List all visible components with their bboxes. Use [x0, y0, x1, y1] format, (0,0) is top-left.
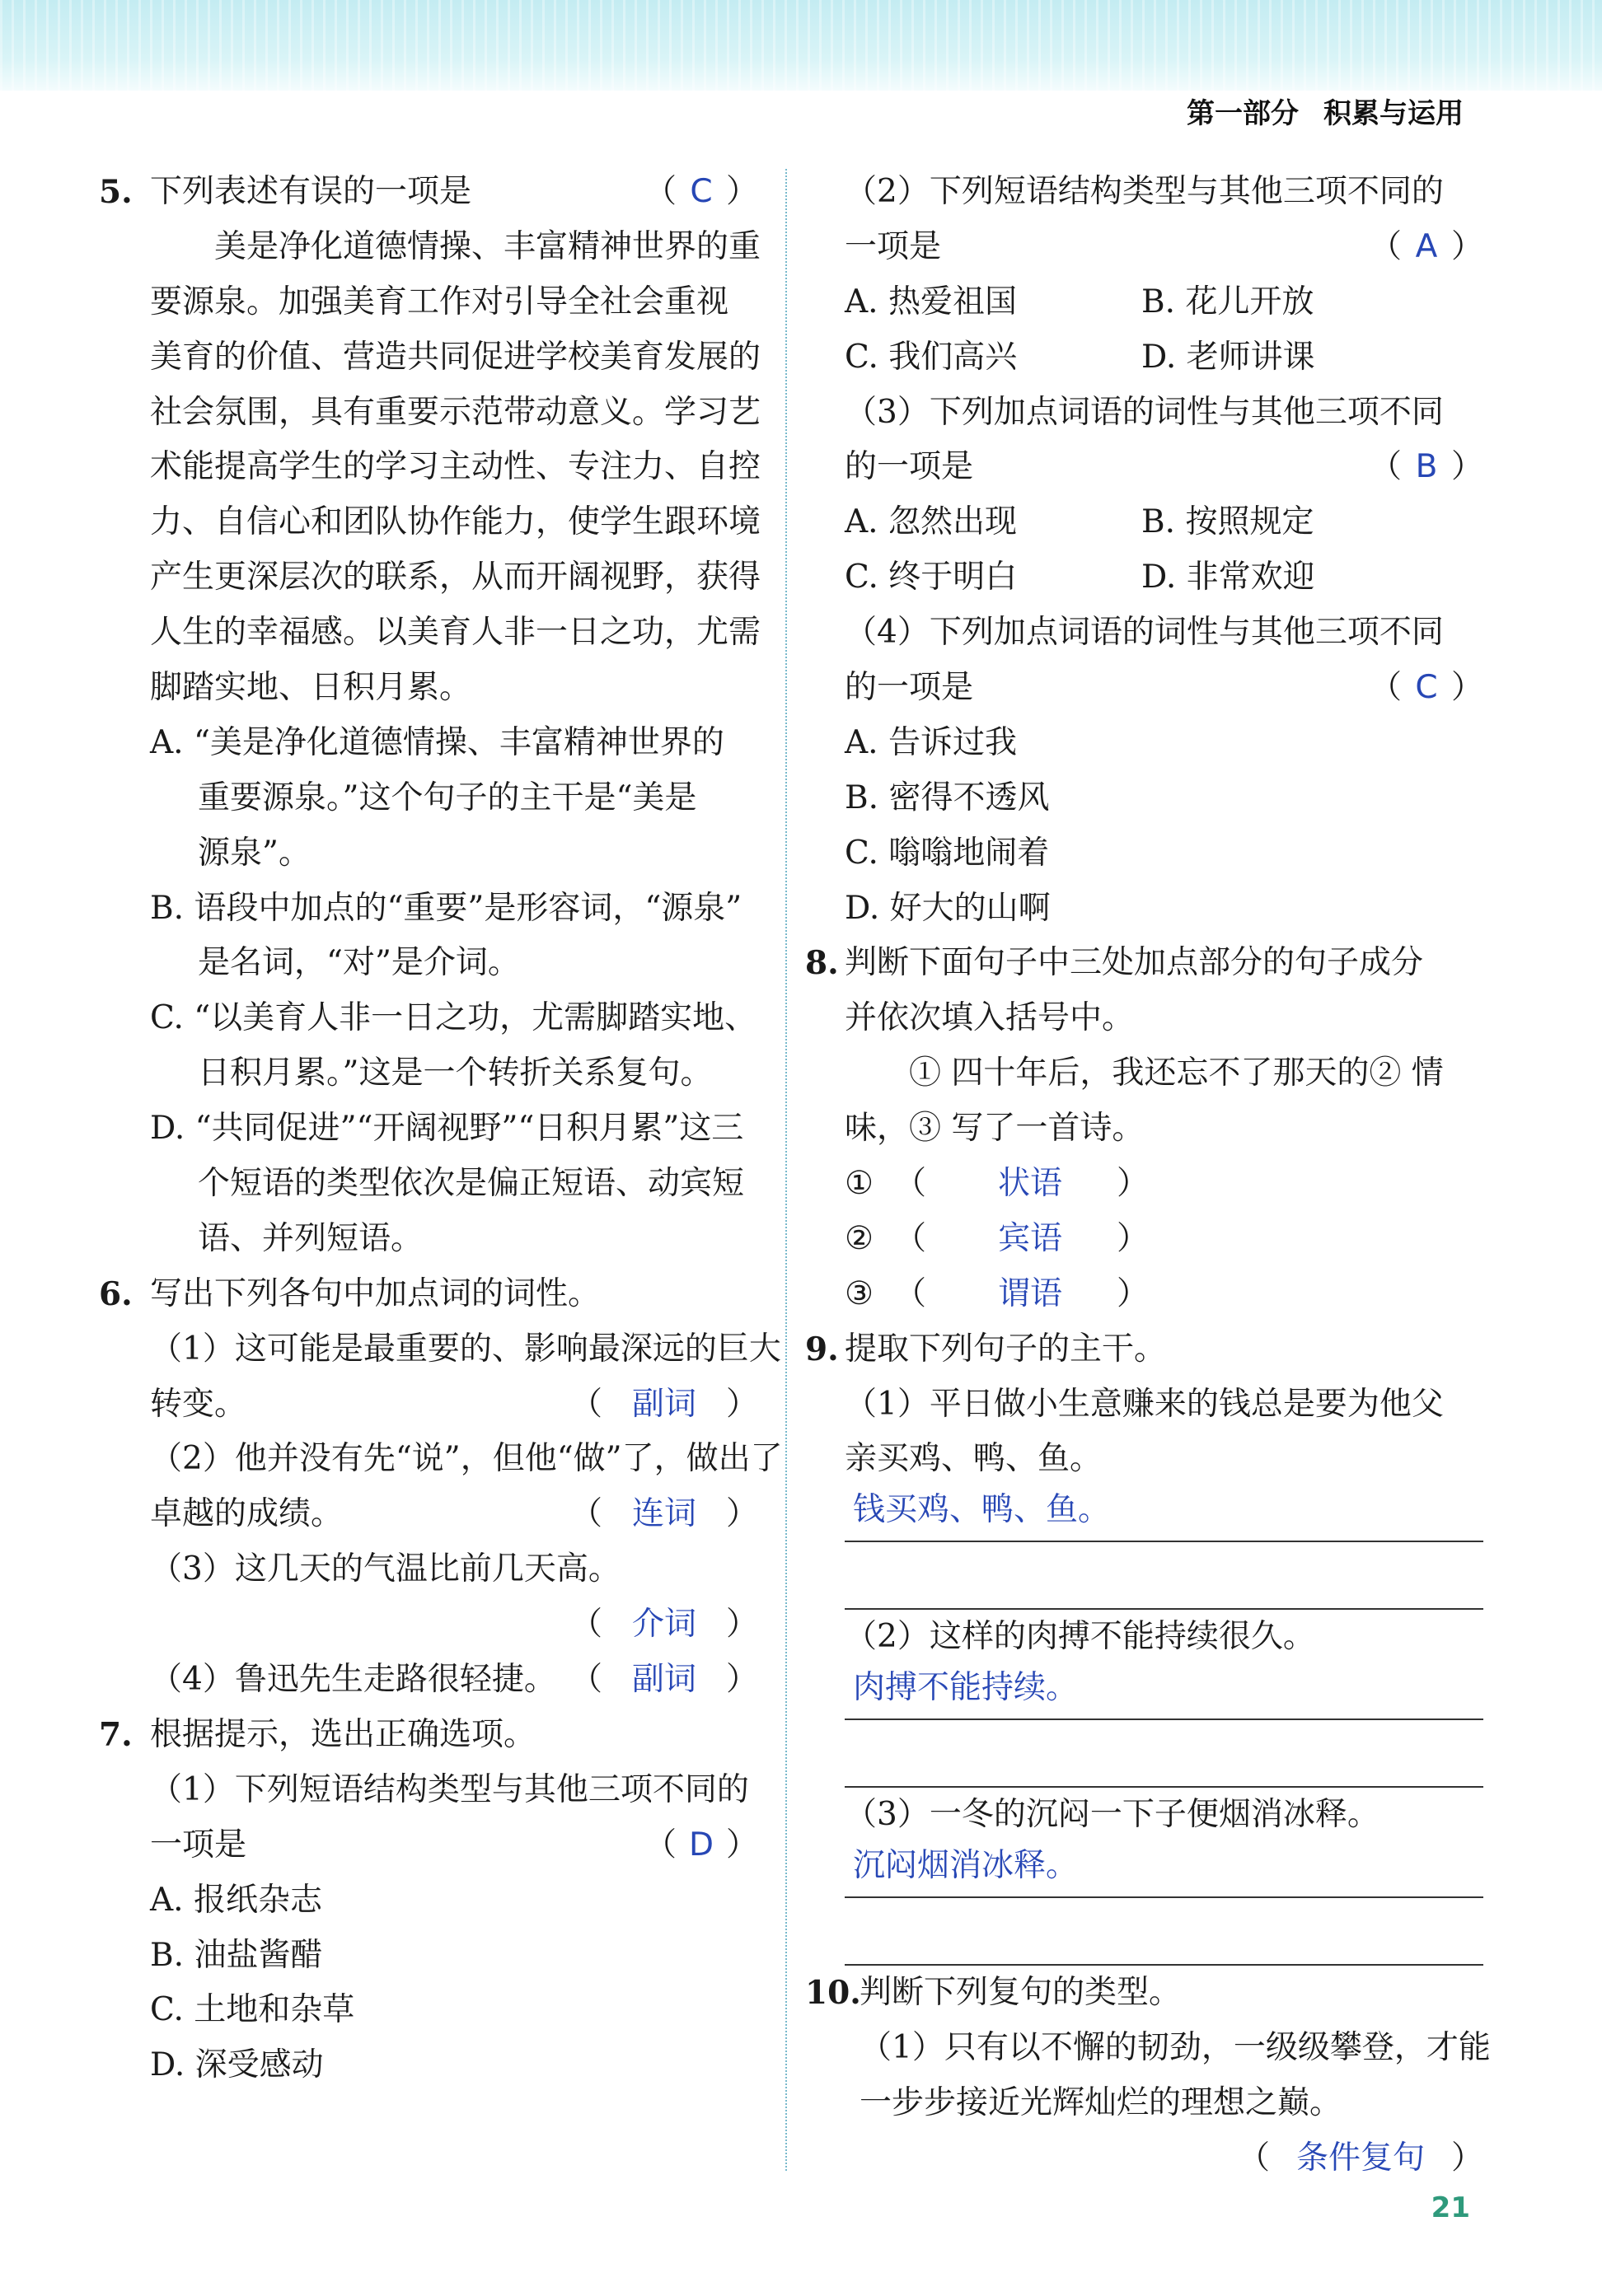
q5-passage-line: 力、自信心和团队协作能力，使学生跟环境: [150, 503, 761, 541]
q9-item-3: （3）一冬的沉闷一下子便烟消冰释。: [845, 1796, 1380, 1834]
q5-passage-line: 要源泉。加强美育工作对引导全社会重视: [150, 283, 729, 320]
q7-p3-option: C. 终于明白: [845, 559, 1018, 596]
q7-p3-options-row: [845, 495, 1483, 550]
q6-item-1: （1）这可能是最重要的、影响最深远的巨大: [150, 1330, 781, 1368]
q9-item-2: （2）这样的肉搏不能持续很久。: [845, 1618, 1315, 1656]
q8-answer-row: ③ （ 谓语 ）: [845, 1267, 1483, 1322]
q6-answer-2-slot: （ 连词 ）: [570, 1487, 758, 1542]
q7-part-2: （2）下列短语结构类型与其他三项不同的: [845, 173, 1444, 210]
q9-blank-line[interactable]: [845, 1720, 1483, 1788]
q5-stem-line: [99, 165, 758, 220]
q7-p2-option: D. 老师讲课: [1141, 338, 1315, 376]
right-column: [805, 165, 1491, 2186]
q7-number: 7.: [99, 1715, 133, 1754]
q5-option-d-cont: 个短语的类型依次是偏正短语、动宾短: [198, 1165, 745, 1203]
q7-p1-option: C. 土地和杂草: [150, 1991, 355, 2029]
q6-item-2: （2）他并没有先“说”，但他“做”了，做出了: [150, 1440, 783, 1478]
q7-p2-answer: A: [1415, 227, 1438, 265]
q7-p1-answer-slot: （ D ）: [644, 1818, 758, 1873]
q7-p3-option: D. 非常欢迎: [1141, 559, 1315, 596]
q10-number: 10.: [805, 1973, 861, 2012]
q6-answer-4-slot: （ 副词 ）: [570, 1653, 758, 1708]
q9-blank-line[interactable]: [845, 1542, 1483, 1610]
q10-answer-slot: （ 条件复句 ）: [1238, 2131, 1483, 2186]
q7-p4-option: B. 密得不透风: [845, 779, 1050, 816]
q7-p1-option: A. 报纸杂志: [150, 1881, 322, 1919]
q7-part-1-cont: 一项是 （ D ）: [99, 1818, 758, 1873]
q5-number: 5.: [99, 173, 133, 211]
q9-blank-line[interactable]: [845, 1898, 1483, 1966]
page-number: 21: [1431, 2191, 1470, 2224]
q7-p4-option: C. 嗡嗡地闹着: [845, 834, 1050, 872]
q8-stem-cont: 并依次填入括号中。: [845, 999, 1135, 1037]
q6-answer-3: 介词: [631, 1606, 696, 1644]
q7-p1-option: B. 油盐酱醋: [150, 1936, 323, 1974]
q8-answer-1: 状语: [997, 1165, 1062, 1203]
q8-answer-2: 宾语: [997, 1219, 1062, 1257]
q9-stem-line: [805, 1322, 1483, 1377]
q6-item-2-cont: 卓越的成绩。 （ 连词 ）: [99, 1487, 758, 1542]
q9-item-1: （1）平日做小生意赚来的钱总是要为他父: [845, 1385, 1444, 1423]
q7-p3-option: A. 忽然出现: [845, 503, 1017, 541]
q5-option-d-cont: 语、并列短语。: [198, 1219, 424, 1257]
q7-p2-option: B. 花儿开放: [1141, 283, 1314, 320]
q6-number: 6.: [99, 1274, 133, 1313]
q8-sentence-cont: 味，③ 写了一首诗。: [845, 1110, 1145, 1148]
q10-answer: 条件复句: [1295, 2139, 1425, 2177]
q7-p2-options-row: [845, 275, 1483, 330]
q9-answer-3[interactable]: 沉闷烟消冰释。: [845, 1843, 1483, 1898]
q7-part-2-cont: 一项是 （ A ）: [845, 220, 1483, 275]
q5-stem: 下列表述有误的一项是: [150, 173, 472, 210]
q6-answer-1: 副词: [631, 1385, 696, 1423]
q7-p2-answer-slot: （ A ）: [1370, 220, 1483, 275]
q9-number: 9.: [805, 1330, 839, 1368]
q5-passage-line: 美育的价值、营造共同促进学校美育发展的: [150, 338, 761, 376]
q7-p3-options-row: [845, 550, 1483, 606]
q8-number: 8.: [805, 944, 839, 983]
q9-stem: 提取下列句子的主干。: [845, 1330, 1167, 1368]
q6-stem: 写出下列各句中加点词的词性。: [150, 1274, 601, 1312]
q10-stem: 判断下列复句的类型。: [860, 1973, 1182, 2011]
q5-option-b-cont: 是名词，“对”是介词。: [198, 944, 520, 982]
q7-part-3: （3）下列加点词语的词性与其他三项不同: [845, 393, 1444, 431]
q8-stem-line: [805, 936, 1483, 991]
q5-passage-line: 术能提高学生的学习主动性、专注力、自控: [150, 448, 761, 486]
q7-p4-option: D. 好大的山啊: [845, 889, 1051, 927]
q6-item-1-cont: 转变。 （ 副词 ）: [99, 1377, 758, 1433]
q6-item-4: （4）鲁迅先生走路很轻捷。 （ 副词 ）: [99, 1653, 758, 1708]
q7-p4-answer: C: [1415, 669, 1438, 707]
header-part: 第一部分: [1187, 97, 1299, 130]
header-banner: [0, 0, 1602, 91]
q6-answer-3-slot: （ 介词 ）: [570, 1597, 758, 1653]
q8-answer-3: 谓语: [997, 1274, 1062, 1312]
q9-item-1-cont: 亲买鸡、鸭、鱼。: [845, 1440, 1103, 1478]
q5-passage-line: 美是净化道德情操、丰富精神世界的重: [214, 227, 761, 265]
q7-part-1: （1）下列短语结构类型与其他三项不同的: [150, 1770, 749, 1808]
q7-stem-line: [99, 1708, 758, 1763]
q7-part-4: （4）下列加点词语的词性与其他三项不同: [845, 614, 1444, 652]
q6-item-3: （3）这几天的气温比前几天高。: [150, 1550, 621, 1588]
q5-option-d: D. “共同促进”“开阔视野”“日积月累”这三: [150, 1110, 744, 1148]
q7-part-3-cont: 的一项是 （ B ）: [845, 440, 1483, 495]
q7-p3-answer-slot: （ B ）: [1370, 440, 1483, 495]
q5-option-b: B. 语段中加点的“重要”是形容词，“源泉”: [150, 889, 742, 927]
q5-option-a: A. “美是净化道德情操、丰富精神世界的: [150, 723, 724, 761]
q5-passage-line: 人生的幸福感。以美育人非一日之功，尤需: [150, 614, 761, 652]
page-header: [1187, 91, 1464, 131]
q7-p2-option: C. 我们高兴: [845, 338, 1018, 376]
q9-answer-2[interactable]: 肉搏不能持续。: [845, 1665, 1483, 1720]
q10-item-1-cont: 一步步接近光辉灿烂的理想之巅。: [860, 2083, 1342, 2121]
q8-answer-row: ② （ 宾语 ）: [845, 1212, 1483, 1267]
q9-answer-1[interactable]: 钱买鸡、鸭、鱼。: [845, 1487, 1483, 1542]
q7-p2-option: A. 热爱祖国: [845, 283, 1017, 320]
q6-answer-4: 副词: [631, 1661, 696, 1699]
q5-option-a-cont: 源泉”。: [198, 834, 311, 872]
q5-answer-slot: （ C ）: [644, 165, 758, 220]
q10-answer-row: [845, 2131, 1483, 2186]
q10-item-1: （1）只有以不懈的韧劲，一级级攀登，才能: [860, 2028, 1491, 2066]
q5-option-a-cont: 重要源泉。”这个句子的主干是“美是: [198, 779, 697, 816]
q7-p1-option: D. 深受感动: [150, 2046, 324, 2084]
q7-part-4-cont: 的一项是 （ C ）: [845, 661, 1483, 716]
q5-option-c: C. “以美育人非一日之功，尤需脚踏实地、: [150, 999, 757, 1037]
q7-p3-option: B. 按照规定: [1141, 503, 1314, 541]
q10-stem-line: [805, 1966, 1483, 2021]
q6-answer-2: 连词: [631, 1495, 696, 1533]
q6-item-3-cont: [99, 1597, 758, 1653]
q6-answer-1-slot: （ 副词 ）: [570, 1377, 758, 1433]
q5-passage-line: 社会氛围，具有重要示范带动意义。学习艺: [150, 393, 761, 431]
q5-passage-line: 产生更深层次的联系，从而开阔视野，获得: [150, 559, 761, 596]
q7-p1-answer: D: [688, 1826, 714, 1863]
q7-p4-answer-slot: （ C ）: [1370, 661, 1483, 716]
q8-stem: 判断下面句子中三处加点部分的句子成分: [845, 944, 1424, 982]
q5-answer: C: [690, 173, 713, 210]
q7-stem: 根据提示，选出正确选项。: [150, 1715, 536, 1753]
q5-passage-line: 脚踏实地、日积月累。: [150, 669, 472, 707]
q7-p4-option: A. 告诉过我: [845, 723, 1017, 761]
q5-option-c-cont: 日积月累。”这是一个转折关系复句。: [198, 1054, 713, 1092]
q7-p3-answer: B: [1415, 448, 1438, 486]
q7-p2-options-row: [845, 330, 1483, 386]
header-section: 积累与运用: [1323, 97, 1464, 130]
left-column: [99, 165, 783, 2093]
q8-sentence: ① 四十年后，我还忘不了那天的② 情: [909, 1054, 1444, 1092]
q6-stem-line: [99, 1267, 758, 1322]
column-divider: [785, 169, 787, 2171]
q8-answer-row: ① （ 状语 ）: [845, 1157, 1483, 1212]
